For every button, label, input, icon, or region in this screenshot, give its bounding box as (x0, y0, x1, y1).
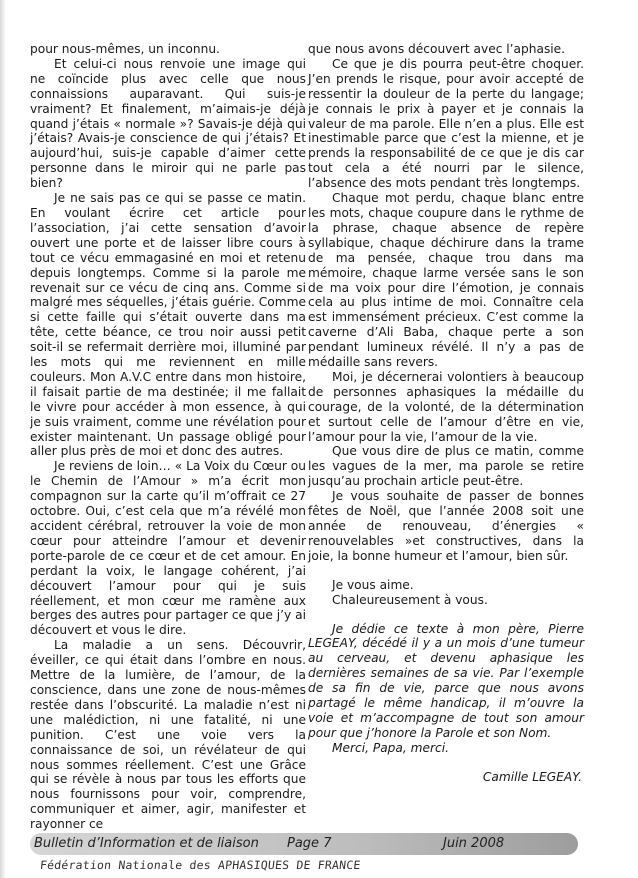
paragraph: Moi, je décernerai volontiers à beaucoup de personnes aphasiques la médaille du courage, de la volonté, de la détermination et surtout celle de l’amour d’être en vie, l’amour pour la vie, l’amour de la vie. (308, 369, 584, 444)
author-signature: Camille LEGEAY. (482, 769, 582, 784)
paragraph: Que vous dire de plus ce matin, comme les vagues de la mer, ma parole se retire jusqu’au prochain article peut-être. (308, 444, 584, 489)
paragraph: Je vous souhaite de passer de bonnes fêtes de Noël, que l’année 2008 soit une année de renouveau, d’énergies « renouvelables »et constructives, dans la joie, la bonne humeur et l’amour, bien sûr. (308, 489, 584, 563)
left-column (30, 42, 306, 832)
footer-date: Juin 2008 (443, 836, 505, 851)
closing-line: Je vous aime. (332, 577, 414, 592)
paragraph: Ce que je dis pourra peut-être choquer. J’en prends le risque, pour avoir accepté de ressentir la douleur de la perte du langage; je connais le prix à payer et je connais la valeur de ma parole. Elle n’en a plus. Elle est inestimable parce que c’est la mienne, et je prends la responsabilité de ce que je dis car tout cela a été nourri par le silence, l’absence des mots pendant très longtemps. (308, 56, 584, 191)
scan-edge-shadow (0, 0, 6, 878)
paragraph: que nous avons découvert avec l’aphasie. (308, 42, 566, 56)
paragraph: Chaque mot perdu, chaque blanc entre les mots, chaque coupure dans le rythme de la phrase, chaque absence de repère syllabique, chaque déchirure dans la trame de ma pensée, chaque trou dans ma mémoire, chaque larme versée sans le son de ma voix pour dire l’émotion, je connais cela au plus intime de moi. Connaître cela est immensément précieux. C’est comme la caverne d’Ali Baba, chaque perte a son pendant lumineux révélé. Il n’y a pas de médaille sans revers. (308, 191, 584, 370)
dedication-thanks: Merci, Papa, merci. (332, 740, 449, 755)
footer-page-number: Page 7 (287, 836, 332, 851)
paragraph: Je ne sais pas ce qui se passe ce matin. En voulant écrire cet article pour l’association, j’ai cette sensation d’avoir ouvert une porte et de laisser libre cours à tout ce vécu emmagasiné en moi et retenu depuis longtemps. Comme si la parole me revenait sur ce vécu de cinq ans. Comme si malgré mes séquelles, j’étais guérie. Comme si cette faille qui s’était ouverte dans ma tête, cette béance, ce trou noir aussi petit soit-il se refermait derrière moi, illuminé par les mots qui me reviennent en mille couleurs. Mon A.V.C entre dans mon histoire, il faisait partie de ma destinée; il me fallait le vivre pour accéder à mon essence, à qui je suis vraiment, comme une révélation pour exister maintenant. Un passage obligé pour aller plus près de moi et donc des autres. (30, 191, 306, 459)
handwritten-note: Fédération Nationale des APHASIQUES DE FRANCE (39, 858, 362, 872)
footer-banner (30, 833, 578, 855)
paragraph: La maladie a un sens. Découvrir, éveiller, ce qui était dans l’ombre en nous. Mettre de la lumière, de l’amour, de la conscience, dans une zone de nous-mêmes restée dans l’obscurité. La maladie n’est ni une malédiction, ni une fatalité, ni une punition. C’est une voie vers la connaissance de soi, un révélateur de qui nous sommes réellement. C’est une Grâce qui se révèle à nous par tous les efforts que nous fournissons pour voir, comprendre, communiquer et aimer, agir, manifester et rayonner ce (30, 638, 306, 832)
paragraph: pour nous-mêmes, un inconnu. (30, 42, 220, 56)
paragraph: Et celui-ci nous renvoie une image qui ne coïncide plus avec celle que nous connaissions auparavant. Qui suis-je vraiment? Et finalement, m’aimais-je déjà quand j’étais « normale »? Savais-je déjà qui j’étais? Avais-je conscience de qui j’étais? Et aujourd’hui, suis-je capable d’aimer cette personne dans le miroir qui ne parle pas bien? (30, 56, 306, 191)
paragraph: Je reviens de loin… « La Voix du Cœur ou le Chemin de l’Amour » m’a écrit mon compagnon sur la carte qu’il m’offrait ce 27 octobre. Oui, c’est cela que m’a révélé mon accident cérébral, retrouver la voie de mon cœur pour atteindre l’amour et devenir porte-parole de ce cœur et de cet amour. En perdant la voix, le langage cohérent, j’ai découvert l’amour pour qui je suis réellement, et mon cœur me ramène aux berges des autres pour partager ce que j’y ai découvert et vous le dire. (30, 459, 306, 638)
footer-title: Bulletin d’Information et de liaison (34, 836, 259, 851)
dedication-paragraph: Je dédie ce texte à mon père, Pierre LEGEAY, décédé il y a un mois d’une tumeur au cerveau, et devenu aphasique les dernières semaines de sa vie. Par l’exemple de sa fin de vie, parce que nous avons partagé le même handicap, il m’ouvre la voie et m’accompagne de tout son amour pour que j’honore la Parole et son Nom. (308, 621, 584, 740)
closing-line: Chaleureusement à vous. (332, 592, 488, 607)
right-column (308, 42, 584, 785)
